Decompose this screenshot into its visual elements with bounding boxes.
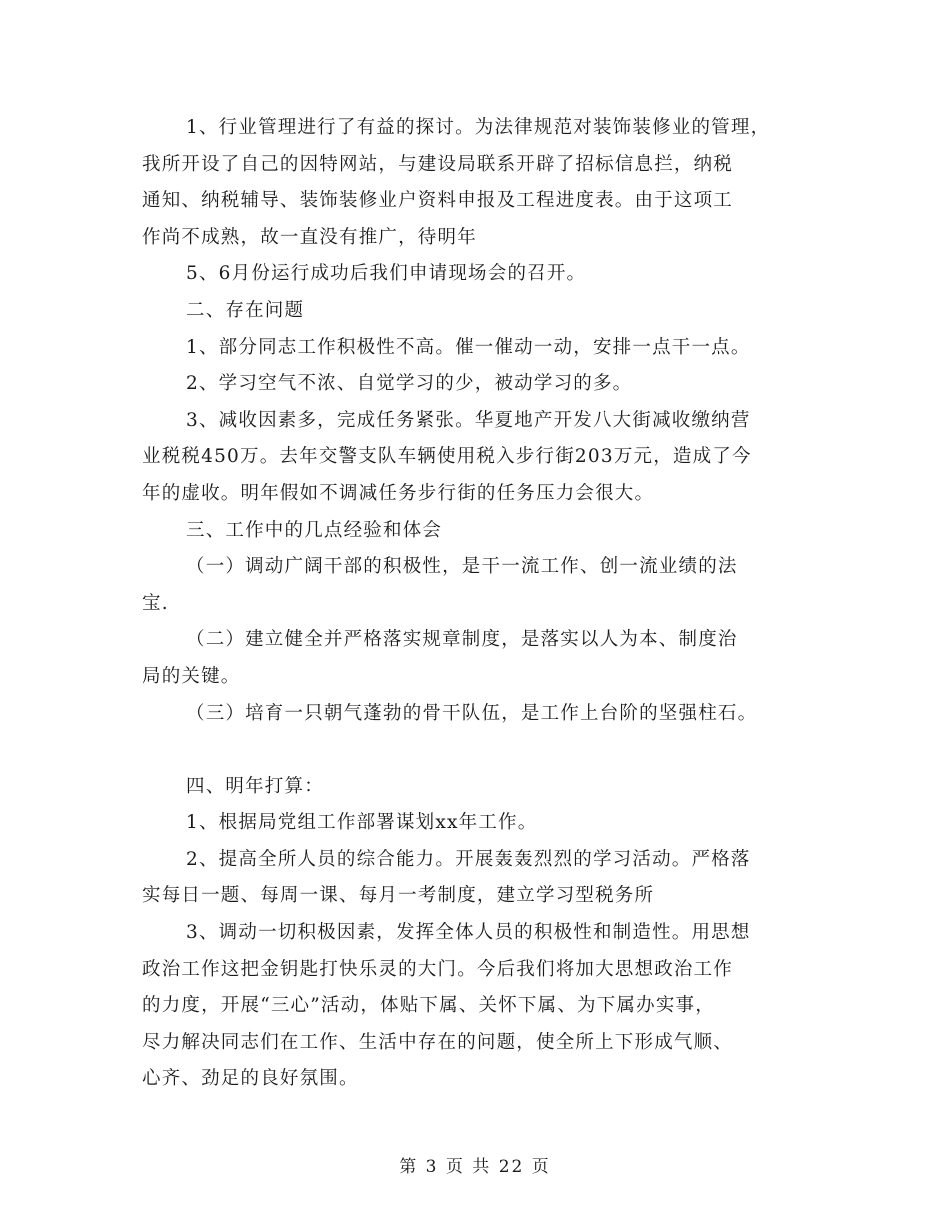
text-line: 局的关键。 <box>142 665 241 687</box>
text-line: 心齐、劲足的良好氛围。 <box>142 1068 359 1090</box>
text-line: 年的虚收。明年假如不调减任务步行街的任务压力会很大。 <box>142 482 655 504</box>
text-line: 1、行业管理进行了有益的探讨。为法律规范对装饰装修业的管理， <box>186 117 771 138</box>
text-line: （一）调动广阔干部的积极性，是干一流工作、创一流业绩的法 <box>186 556 738 578</box>
text-line: 1、根据局党组工作部署谋划xx年工作。 <box>186 812 538 834</box>
text-line: 3、减收因素多，完成任务紧张。华夏地产开发八大街减收缴纳营 <box>186 409 751 431</box>
blank-line <box>142 732 822 769</box>
text-line: 实每日一题、每周一课、每月一考制度，建立学习型税务所 <box>142 885 655 907</box>
text-line: 2、学习空气不浓、自觉学习的少，被动学习的多。 <box>186 373 633 395</box>
text-line: 的力度，开展“三心”活动，体贴下属、关怀下属、为下属办实事， <box>142 995 715 1017</box>
text-line: 通知、纳税辅导、装饰装修业户资料申报及工程进度表。由于这项工 <box>142 190 734 212</box>
text-line: 作尚不成熟，故一直没有推广，待明年 <box>142 226 477 248</box>
text-line: （三）培育一只朝气蓬勃的骨干队伍，是工作上台阶的坚强柱石。 <box>186 702 758 724</box>
text-line: 政治工作这把金钥匙打快乐灵的大门。今后我们将加大思想政治工作 <box>142 958 734 980</box>
text-line: 二、存在问题 <box>186 299 305 321</box>
text-line: 5、6月份运行成功后我们申请现场会的召开。 <box>186 263 587 285</box>
text-line: 四、明年打算： <box>186 775 324 797</box>
text-line: 我所开设了自己的因特网站，与建设局联系开辟了招标信息拦，纳税 <box>142 153 734 175</box>
text-line: 2、提高全所人员的综合能力。开展轰轰烈烈的学习活动。严格落 <box>186 848 751 870</box>
text-line: 尽力解决同志们在工作、生活中存在的问题，使全所上下形成气顺、 <box>142 1031 734 1053</box>
text-line: 宝. <box>142 592 169 614</box>
text-line: 三、工作中的几点经验和体会 <box>186 519 443 541</box>
text-line: 1、部分同志工作积极性不高。催一催动一动，安排一点干一点。 <box>186 336 751 358</box>
text-line: 3、调动一切积极因素，发挥全体人员的积极性和制造性。用思想 <box>186 922 751 944</box>
text-line: （二）建立健全并严格落实规章制度，是落实以人为本、制度治 <box>186 629 738 651</box>
text-line: 业税税450万。去年交警支队车辆使用税入步行街203万元，造成了今 <box>142 446 752 468</box>
page-number-footer: 第 3 页 共 22 页 <box>399 1157 551 1177</box>
document-body <box>142 110 822 1098</box>
